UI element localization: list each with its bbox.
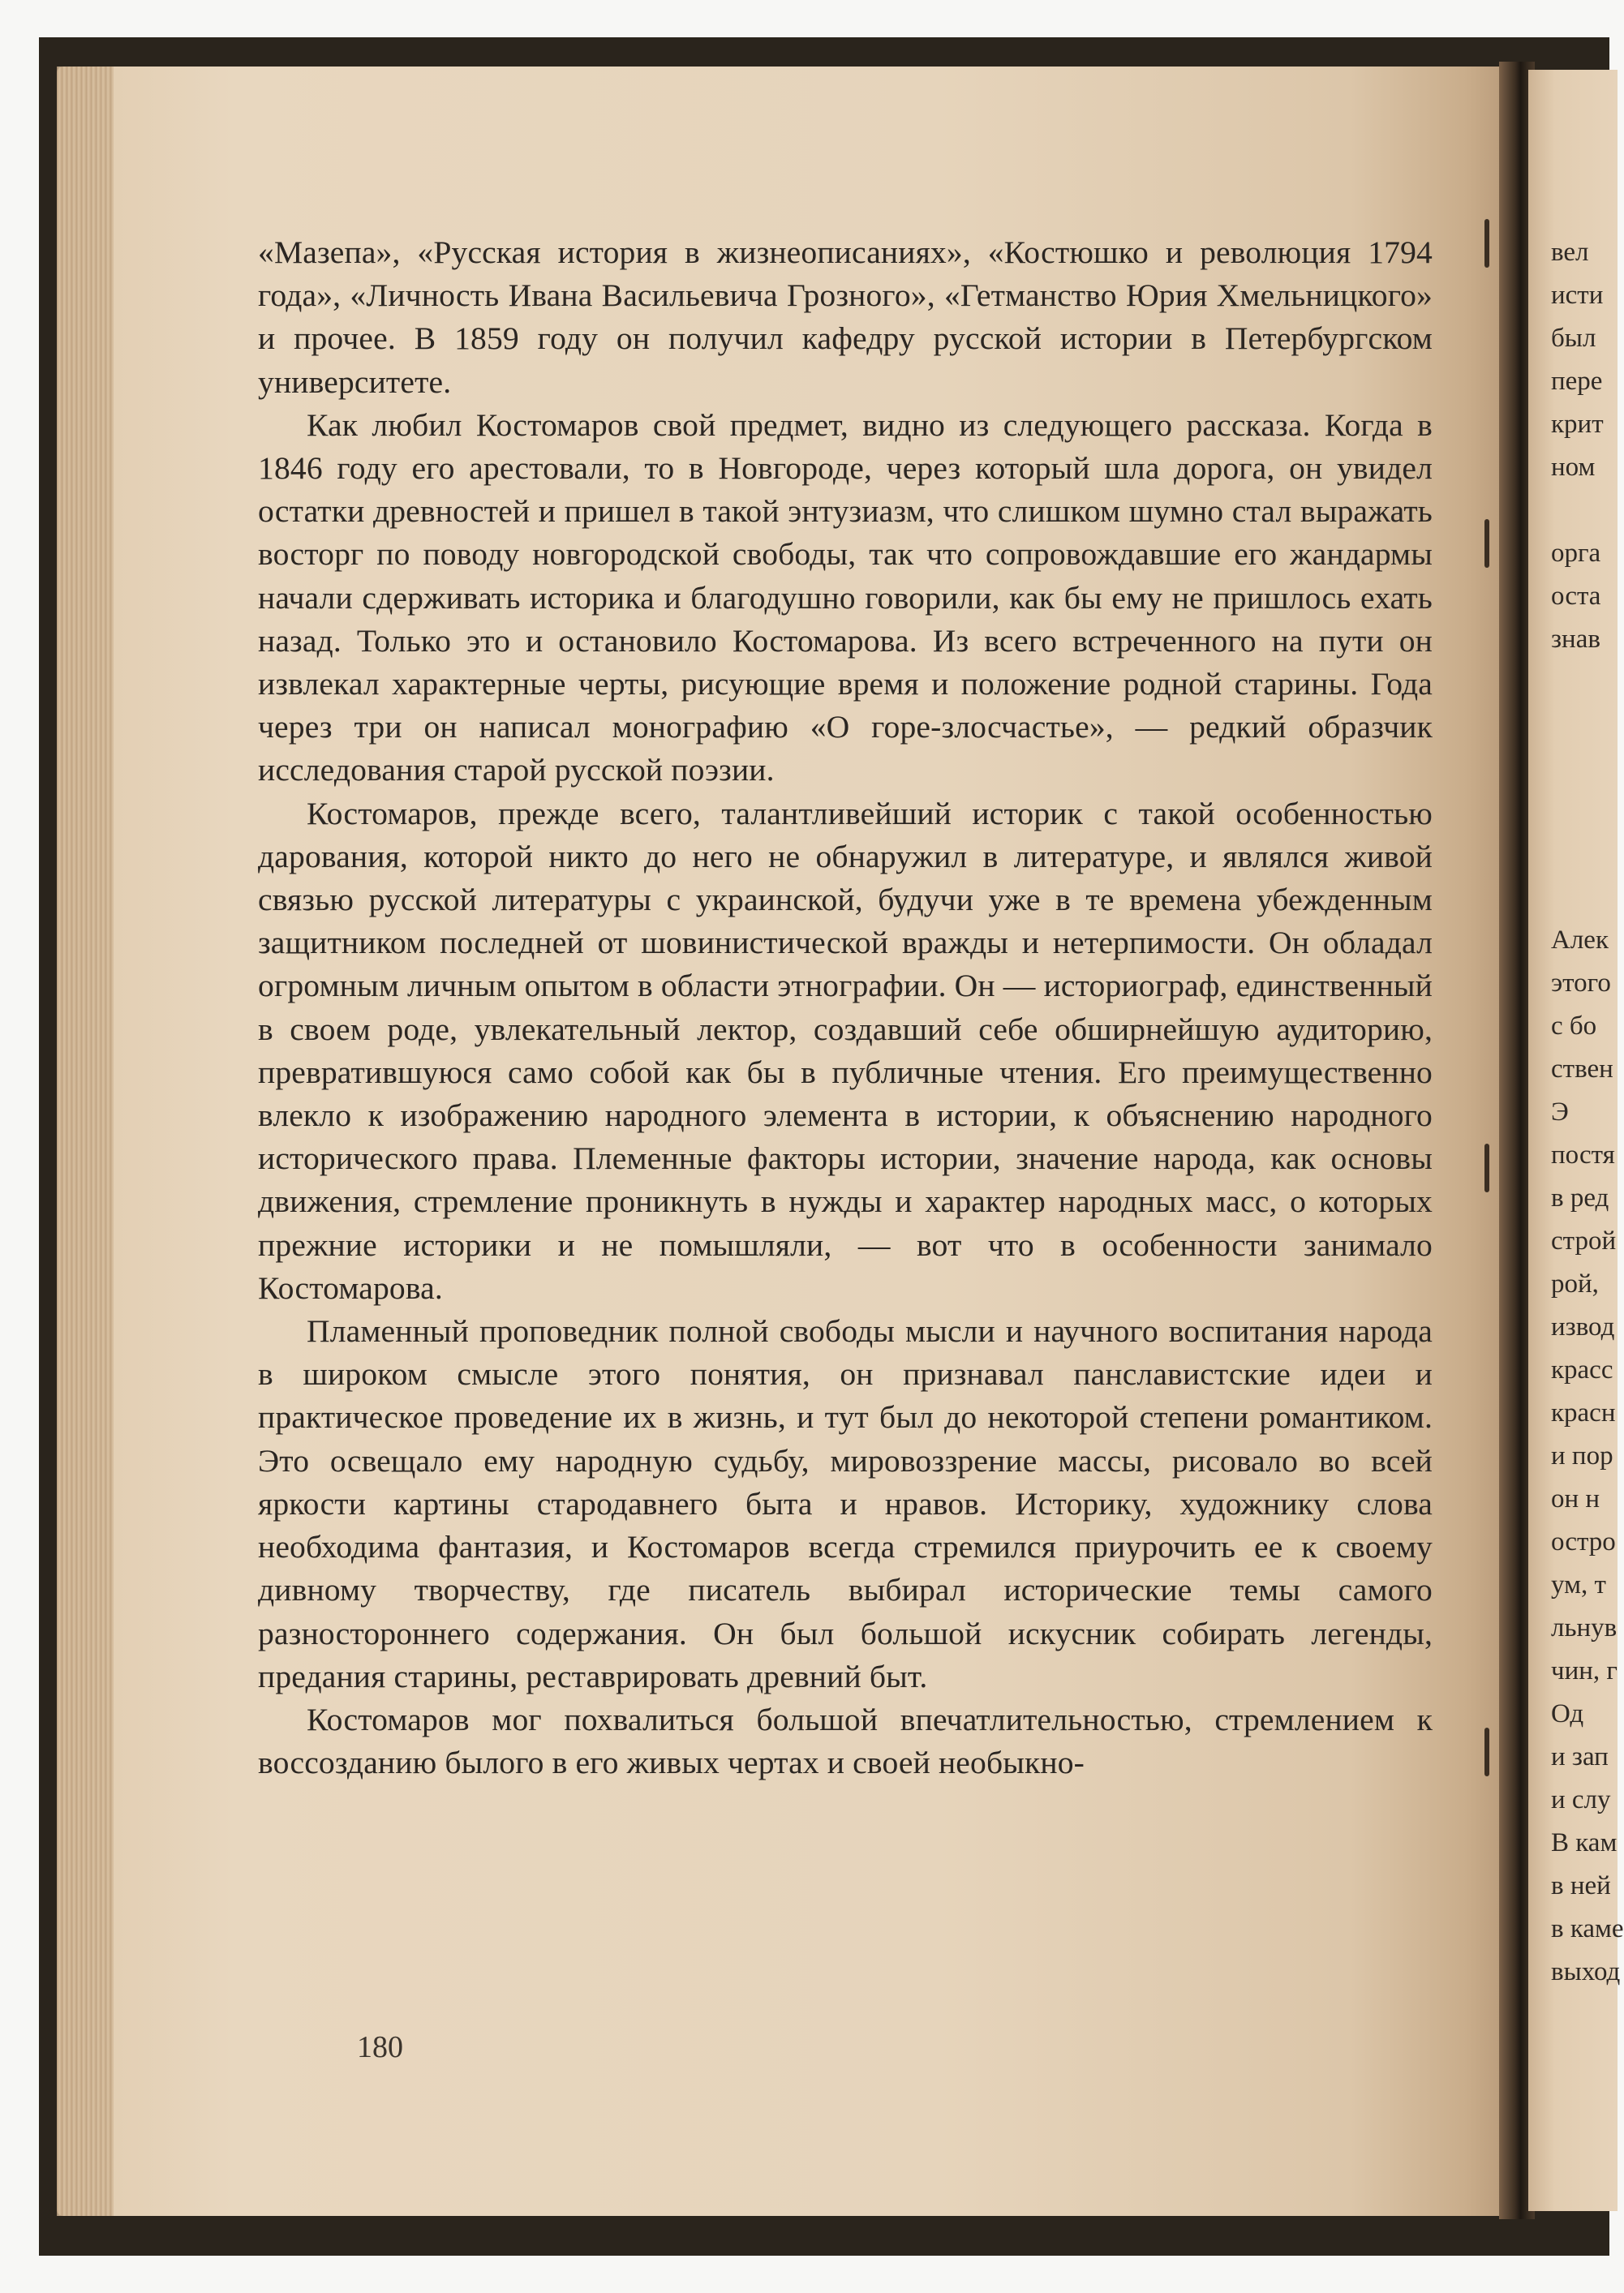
facing-line: и слу [1551, 1785, 1611, 1814]
facing-line: Алек [1551, 925, 1609, 955]
page-body-text [258, 231, 1433, 1784]
margin-mark [1484, 1728, 1489, 1776]
facing-line: рой, [1551, 1269, 1599, 1299]
margin-mark [1484, 519, 1489, 568]
facing-line: Э [1551, 1097, 1569, 1127]
margin-mark [1484, 1144, 1489, 1192]
facing-line: и пор [1551, 1441, 1613, 1471]
paragraph: Костомаров, прежде всего, талантливейший историк с такой особенностью дарования, которой никто до него не обнаружил в литературе, и являлся живой связью русской литературы с украинской, будучи уже в те времена убежденным защитником последней от шовинистической вражды и нетерпимости. Он обладал огромным личным опытом в области этнографии. Он — историограф, единственный в своем роде, увлекательный лектор, создавший себе обширнейшую аудиторию, превратившуюся само собой как бы в публичные чтения. Его преимущественно влекло к изображению народного элемента в истории, к объяснению народного исторического права. Племенные факторы истории, значение народа, как основы движения, стремление проникнуть в нужды и характер народных масс, о которых прежние историки и не помышляли, — вот что в особенности занимало Костомарова. [258, 795, 1433, 1306]
margin-mark [1484, 219, 1489, 268]
facing-line: Од [1551, 1699, 1584, 1728]
facing-line: остро [1551, 1527, 1616, 1557]
facing-line: исти [1551, 281, 1604, 310]
facing-line: выход [1551, 1957, 1621, 1986]
facing-line: пере [1551, 367, 1603, 396]
facing-line: он н [1551, 1484, 1600, 1514]
facing-line: в ред [1551, 1183, 1609, 1213]
paragraph: «Мазепа», «Русская история в жизнеописаниях», «Костюшко и революция 1794 года», «Личность Ивана Васильевича Грозного», «Гетманство Юрия Хмельницкого» и прочее. В 1859 году он получил кафедру русской истории в Петербургском университете. [258, 234, 1433, 400]
facing-line: орга [1551, 539, 1601, 568]
facing-line: красс [1551, 1355, 1613, 1385]
paragraph: Костомаров мог похвалиться большой впечатлительностью, стремлением к воссозданию былого в его живых чертах и своей необыкно- [258, 1701, 1433, 1781]
facing-line: В кам [1551, 1828, 1618, 1857]
facing-line: в каме [1551, 1914, 1624, 1943]
facing-line: ум, т [1551, 1570, 1606, 1600]
facing-line: был [1551, 324, 1596, 353]
facing-line: строй [1551, 1226, 1617, 1256]
facing-line: извод [1551, 1312, 1615, 1342]
facing-line: чин, г [1551, 1656, 1618, 1685]
paragraph: Пламенный проповедник полной свободы мысли и научного воспитания народа в широком смысле этого понятия, он признавал панславистские идеи и практическое проведение их в жизнь, и тут был до некоторой степени романтиком. Это освещало ему народную судьбу, мировоззрение массы, рисовало во всей яркости картины стародавнего быта и нравов. Историку, художнику слова необходима фантазия, и Костомаров всегда стремился приурочить ее к своему дивному творчеству, где писатель выбирал исторические темы самого разностороннего содержания. Он был большой искусник собирать легенды, предания старины, реставрировать древний быт. [258, 1313, 1433, 1694]
facing-line: льнув [1551, 1613, 1618, 1642]
facing-line: постя [1551, 1140, 1615, 1170]
facing-line: ном [1551, 453, 1596, 482]
facing-line: знав [1551, 625, 1600, 654]
facing-line: оста [1551, 582, 1601, 611]
facing-line: ствен [1551, 1054, 1613, 1084]
facing-line: вел [1551, 238, 1589, 267]
facing-line: крит [1551, 410, 1604, 439]
facing-line: красн [1551, 1398, 1616, 1428]
facing-line: в ней [1551, 1871, 1611, 1900]
facing-line: этого [1551, 968, 1611, 998]
facing-line: и зап [1551, 1742, 1609, 1771]
paragraph: Как любил Костомаров свой предмет, видно из следующего рассказа. Когда в 1846 году его арестовали, то в Новгороде, через который шла дорога, он увидел остатки древностей и пришел в такой энтузиазм, что слишком шумно стал выражать восторг по поводу новгородской свободы, так что сопровождавшие его жандармы начали сдерживать историка и благодушно говорили, как бы ему не пришлось ехать назад. Только это и остановило Костомарова. Из всего встреченного на пути он извлекал характерные черты, рисующие время и положение родной старины. Года через три он написал монографию «О горе-злосчастье», — редкий образчик исследования старой русской поэзии. [258, 406, 1433, 788]
page-number: 180 [357, 2030, 403, 2064]
facing-line: с бо [1551, 1011, 1597, 1041]
